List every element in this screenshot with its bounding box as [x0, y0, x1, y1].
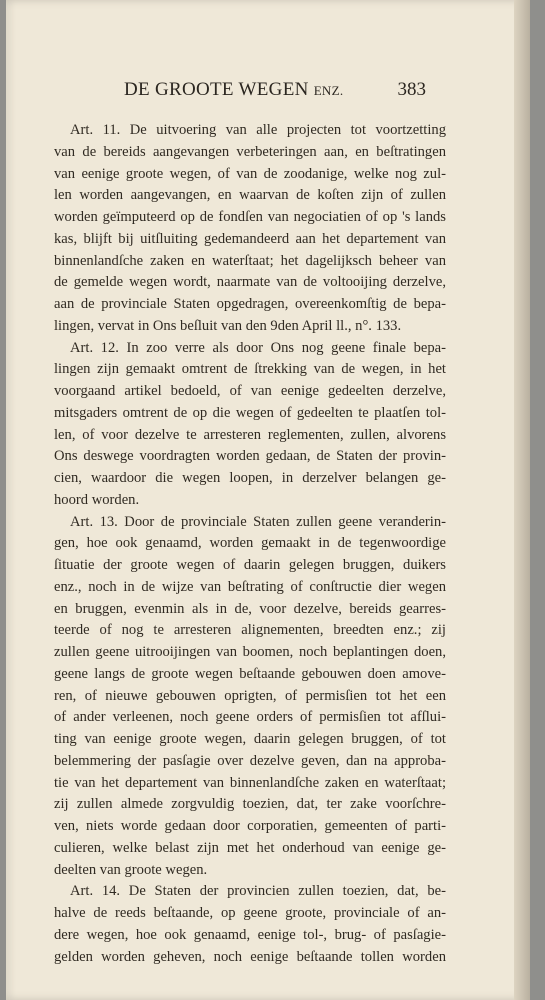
text-line: teerde of nog te arresteren alignementen, breedten enz.; zij — [54, 622, 446, 639]
text-line: dere wegen, hoe ook genaamd, eenige tol-, brug- of pasſagie- — [54, 926, 446, 943]
text-line: cien, waardoor die wegen loopen, in derzelver belangen ge- — [54, 470, 446, 486]
text-line: belemmering der pasſagie over dezelve geven, dan na approba- — [54, 752, 446, 769]
text-line-art-11: Art. 11. De uitvoering van alle projecten tot voortzetting — [70, 122, 446, 138]
text-line: geene langs de groote wegen beſtaande gebouwen doen amove- — [54, 665, 446, 682]
book-page — [6, 0, 530, 1000]
running-head — [124, 79, 343, 101]
text-line: ven, niets worde gedaan door corporatien, gemeenten of parti- — [54, 818, 446, 834]
page-header — [124, 79, 426, 105]
text-line: aan de provinciale Staten opgedragen, overeenkomſtig de bepa- — [54, 296, 446, 312]
text-line-art-13: Art. 13. Door de provinciale Staten zullen geene veranderin- — [70, 513, 446, 530]
running-head-suffix: ENZ. — [313, 83, 344, 98]
text-line: len worden aangevangen, en waarvan de koſten zijn of zullen — [54, 187, 446, 204]
text-line: len, of voor dezelve te arresteren reglementen, zullen, alvorens — [54, 426, 446, 443]
body-text — [54, 120, 446, 968]
text-line: en bruggen, evenmin als in de, voor dezelve, bereids gearres- — [54, 600, 446, 617]
text-line: mitsgaders omtrent de op die wegen of gedeelten te plaatſen tol- — [54, 404, 446, 421]
text-line: gen, hoe ook genaamd, worden gemaakt in de tegenwoordige — [54, 535, 446, 552]
text-line: binnenlandſche zaken en waterſtaat; het dagelijksch beheer van — [54, 252, 446, 269]
text-line-art-14: Art. 14. De Staten der provincien zullen toezien, dat, be- — [70, 883, 446, 900]
text-line: van de bereids aangevangen verbeteringen aan, en beſtratingen — [54, 143, 446, 160]
text-line: tie van het departement van binnenlandſche zaken en waterſtaat; — [54, 774, 446, 791]
text-line: zullen geene uitrooijingen van boomen, noch beplantingen doen, — [54, 644, 446, 660]
text-line: kas, blijft bij uitſluiting gedemandeerd aan het departement van — [54, 230, 446, 247]
running-head-title: DE GROOTE WEGEN — [124, 79, 309, 100]
text-line: lingen, vervat in Ons beſluit van den 9den April ll., n°. 133. — [54, 317, 402, 334]
text-line: deelten van groote wegen. — [54, 861, 208, 878]
text-line: hoord worden. — [54, 491, 140, 508]
text-line: ſituatie der groote wegen of daarin gelegen bruggen, duikers — [54, 557, 446, 573]
text-line: zij zullen almede zorgvuldig toezien, dat, ter zake voorſchre- — [54, 796, 446, 813]
text-line: culieren, welke belast zijn met het onderhoud van eenige ge- — [54, 839, 446, 856]
text-line: of ander verleenen, noch geene orders of permisſien tot afſlui- — [54, 709, 446, 726]
text-line: ting van eenige groote wegen, daarin gelegen bruggen, of tot — [54, 731, 446, 747]
text-line: lingen zijn gemaakt omtrent de ſtrekking van de wegen, in het — [54, 361, 446, 378]
text-line-art-12: Art. 12. In zoo verre als door Ons nog geene finale bepa- — [70, 339, 446, 356]
text-line: voorgaand artikel bedoeld, of van eenige gedeelten derzelve, — [54, 383, 446, 399]
page-edge-shadow — [514, 0, 530, 1000]
text-line: Ons deswege voordragten worden gedaan, de Staten der provin- — [54, 448, 446, 465]
text-line: halve de reeds beſtaande, op geene groote, provinciale of an- — [54, 905, 446, 921]
text-line: de gemelde wegen wordt, naarmate van de voltooijing derzelve, — [54, 274, 446, 291]
text-line: ren, of nieuwe gebouwen oprigten, of permisſien tot het een — [54, 687, 446, 704]
page-number: 383 — [397, 79, 426, 100]
text-line: gelden worden geheven, noch eenige beſtaande tollen worden — [54, 948, 446, 965]
text-line: van eenige groote wegen, of van de zoodanige, welke nog zul- — [54, 165, 446, 182]
text-line: worden geïmputeerd op de fondſen van negociatien of op 's lands — [54, 209, 446, 225]
text-line: enz., noch in de wijze van beſtrating of conſtructie dier wegen — [54, 578, 446, 595]
